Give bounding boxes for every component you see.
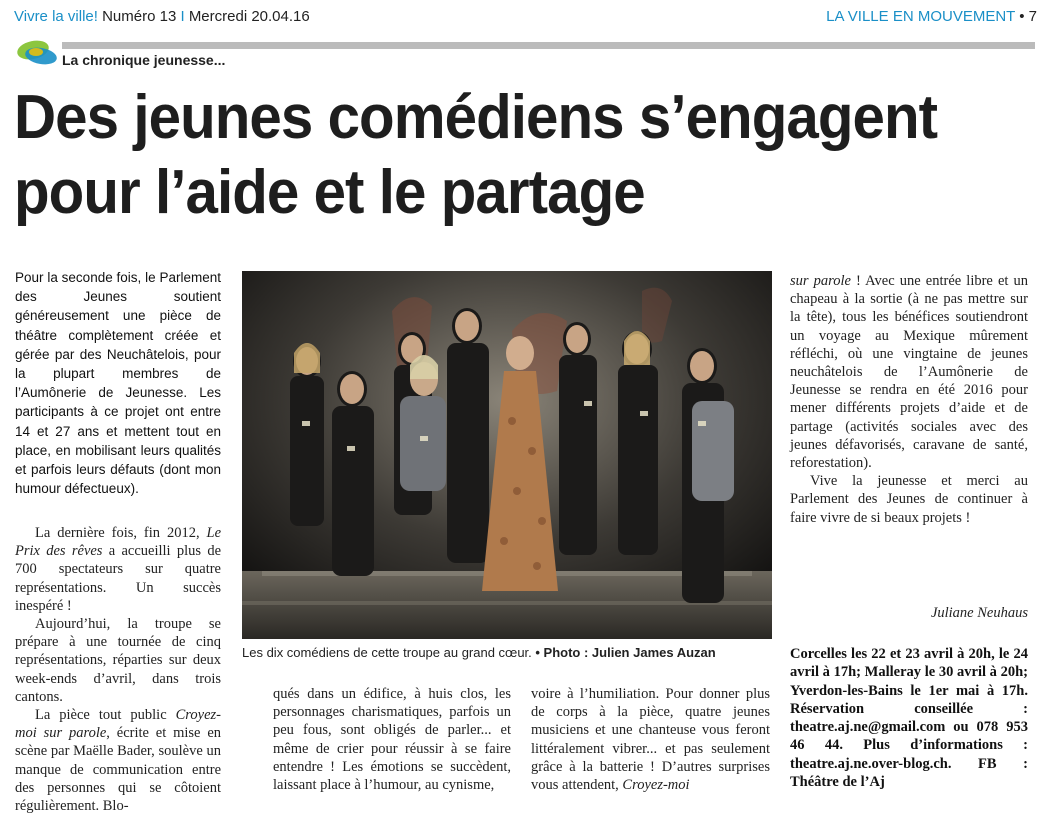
article-headline [14,80,973,230]
paragraph-text: La pièce tout public [35,707,176,724]
photo-caption [242,645,782,660]
vivre-la-ville-logo-icon [14,36,60,68]
header-rule [62,42,1035,49]
troupe-photo [242,271,772,639]
header-separator: I [180,8,185,25]
caption-text: Les dix comédiens de cette troupe au grand cœur. [242,645,536,660]
body-paragraph [790,272,1028,472]
body-column-2 [273,685,511,794]
body-column-4 [790,272,1028,527]
play-title: sur parole [790,273,851,289]
paragraph-text: , écrite et mise en scène par Maëlle Bader, soulève un manque de communication entre des personnes qui se côtoient régulièrement. Blo- [15,725,222,815]
article-lead: Pour la seconde fois, le Parlement des Jeunes soutient généreusement une pièce de théâtre complètement créée et gérée par des Neuchâtelois, pour la plupart membres de l’Aumônerie de Jeunesse. Les participants à ce projet ont entre 14 et 27 ans et mettent tout en place, en mobilisant leurs qualités et parfois leurs défauts (dont mon humour défectueux). [15,270,221,497]
paragraph-text: a accueilli plus de 700 spectateurs sur quatre représentations. Un succès inespéré ! [15,543,222,614]
body-paragraph: Vive la jeunesse et merci au Parlement des Jeunes de continuer à faire vivre de si beaux projets ! [790,473,1028,526]
page-number: • 7 [1019,8,1037,25]
masthead-left [14,8,310,25]
play-title: Croyez-moi [622,777,690,794]
body-column-3 [531,685,770,794]
author-signature: Juliane Neuhaus [930,605,1028,621]
photo-credit: • Photo : Julien James Auzan [535,645,716,660]
play-title: Le Prix des rêves [15,525,221,560]
body-paragraph [15,524,221,615]
play-title: Croyez-moi sur parole [15,707,221,742]
section-kicker: La chronique jeunesse... [62,52,226,68]
body-paragraph: qués dans un édifice, à huis clos, les personnages charismatiques, parfois un peu fous, sont obligés de parler... et même de crier pour réussir à se faire entendre ! Les émotions se succèdent, laissant place à l’humour, au cynisme, [273,686,511,794]
event-info-box: Corcelles les 22 et 23 avril à 20h, le 24 avril à 17h; Malleray le 30 avril à 20h; Yverdon-les-Bains le 1er mai à 17h. Réservation conseillée : theatre.aj.ne@gmail.com ou 078 953 46 44. Plus d’informations : theatre.aj.ne.over-blog.ch. FB : Théâtre de l’Aj [790,646,1028,791]
section-name: LA VILLE EN MOUVEMENT [826,8,1016,25]
masthead-right [826,8,1037,25]
issue-number: Numéro 13 [102,8,177,25]
headline-line-2: pour l’aide et le partage [14,158,645,227]
issue-date: Mercredi 20.04.16 [188,8,310,25]
body-column-1 [15,524,221,815]
body-paragraph [15,706,221,815]
paragraph-text: ! Avec une entrée libre et un chapeau à la sortie (à ne pas mettre sur la tête), tous les bénéfices soutiendront un voyage au Mexique mûrement réfléchi, où une vingtaine de jeunes neuchâtelois de l’Aumônerie de Jeunesse se rendra en été 2016 pour mener différents projets d’aide et de partage (activités sociales avec des jeunes défavorisés, caravane de santé, reforestation). [790,273,1028,472]
troupe-photo-image [242,271,772,639]
paragraph-text: La dernière fois, fin 2012, [35,525,207,541]
body-paragraph [531,685,770,794]
publication-name: Vivre la ville! [14,8,98,25]
headline-line-1: Des jeunes comédiens s’engagent [14,83,938,152]
paragraph-text: voire à l’humiliation. Pour donner plus de corps à la pièce, quatre jeunes musiciens et une chanteuse vous feront littéralement vibrer... et pas seulement grâce à la batterie ! D’autres surprises vous attendent, [531,686,770,794]
body-paragraph: Aujourd’hui, la troupe se prépare à une tournée de cinq représentations, réparties sur deux week-ends d’avril, dans trois cantons. [15,616,221,705]
